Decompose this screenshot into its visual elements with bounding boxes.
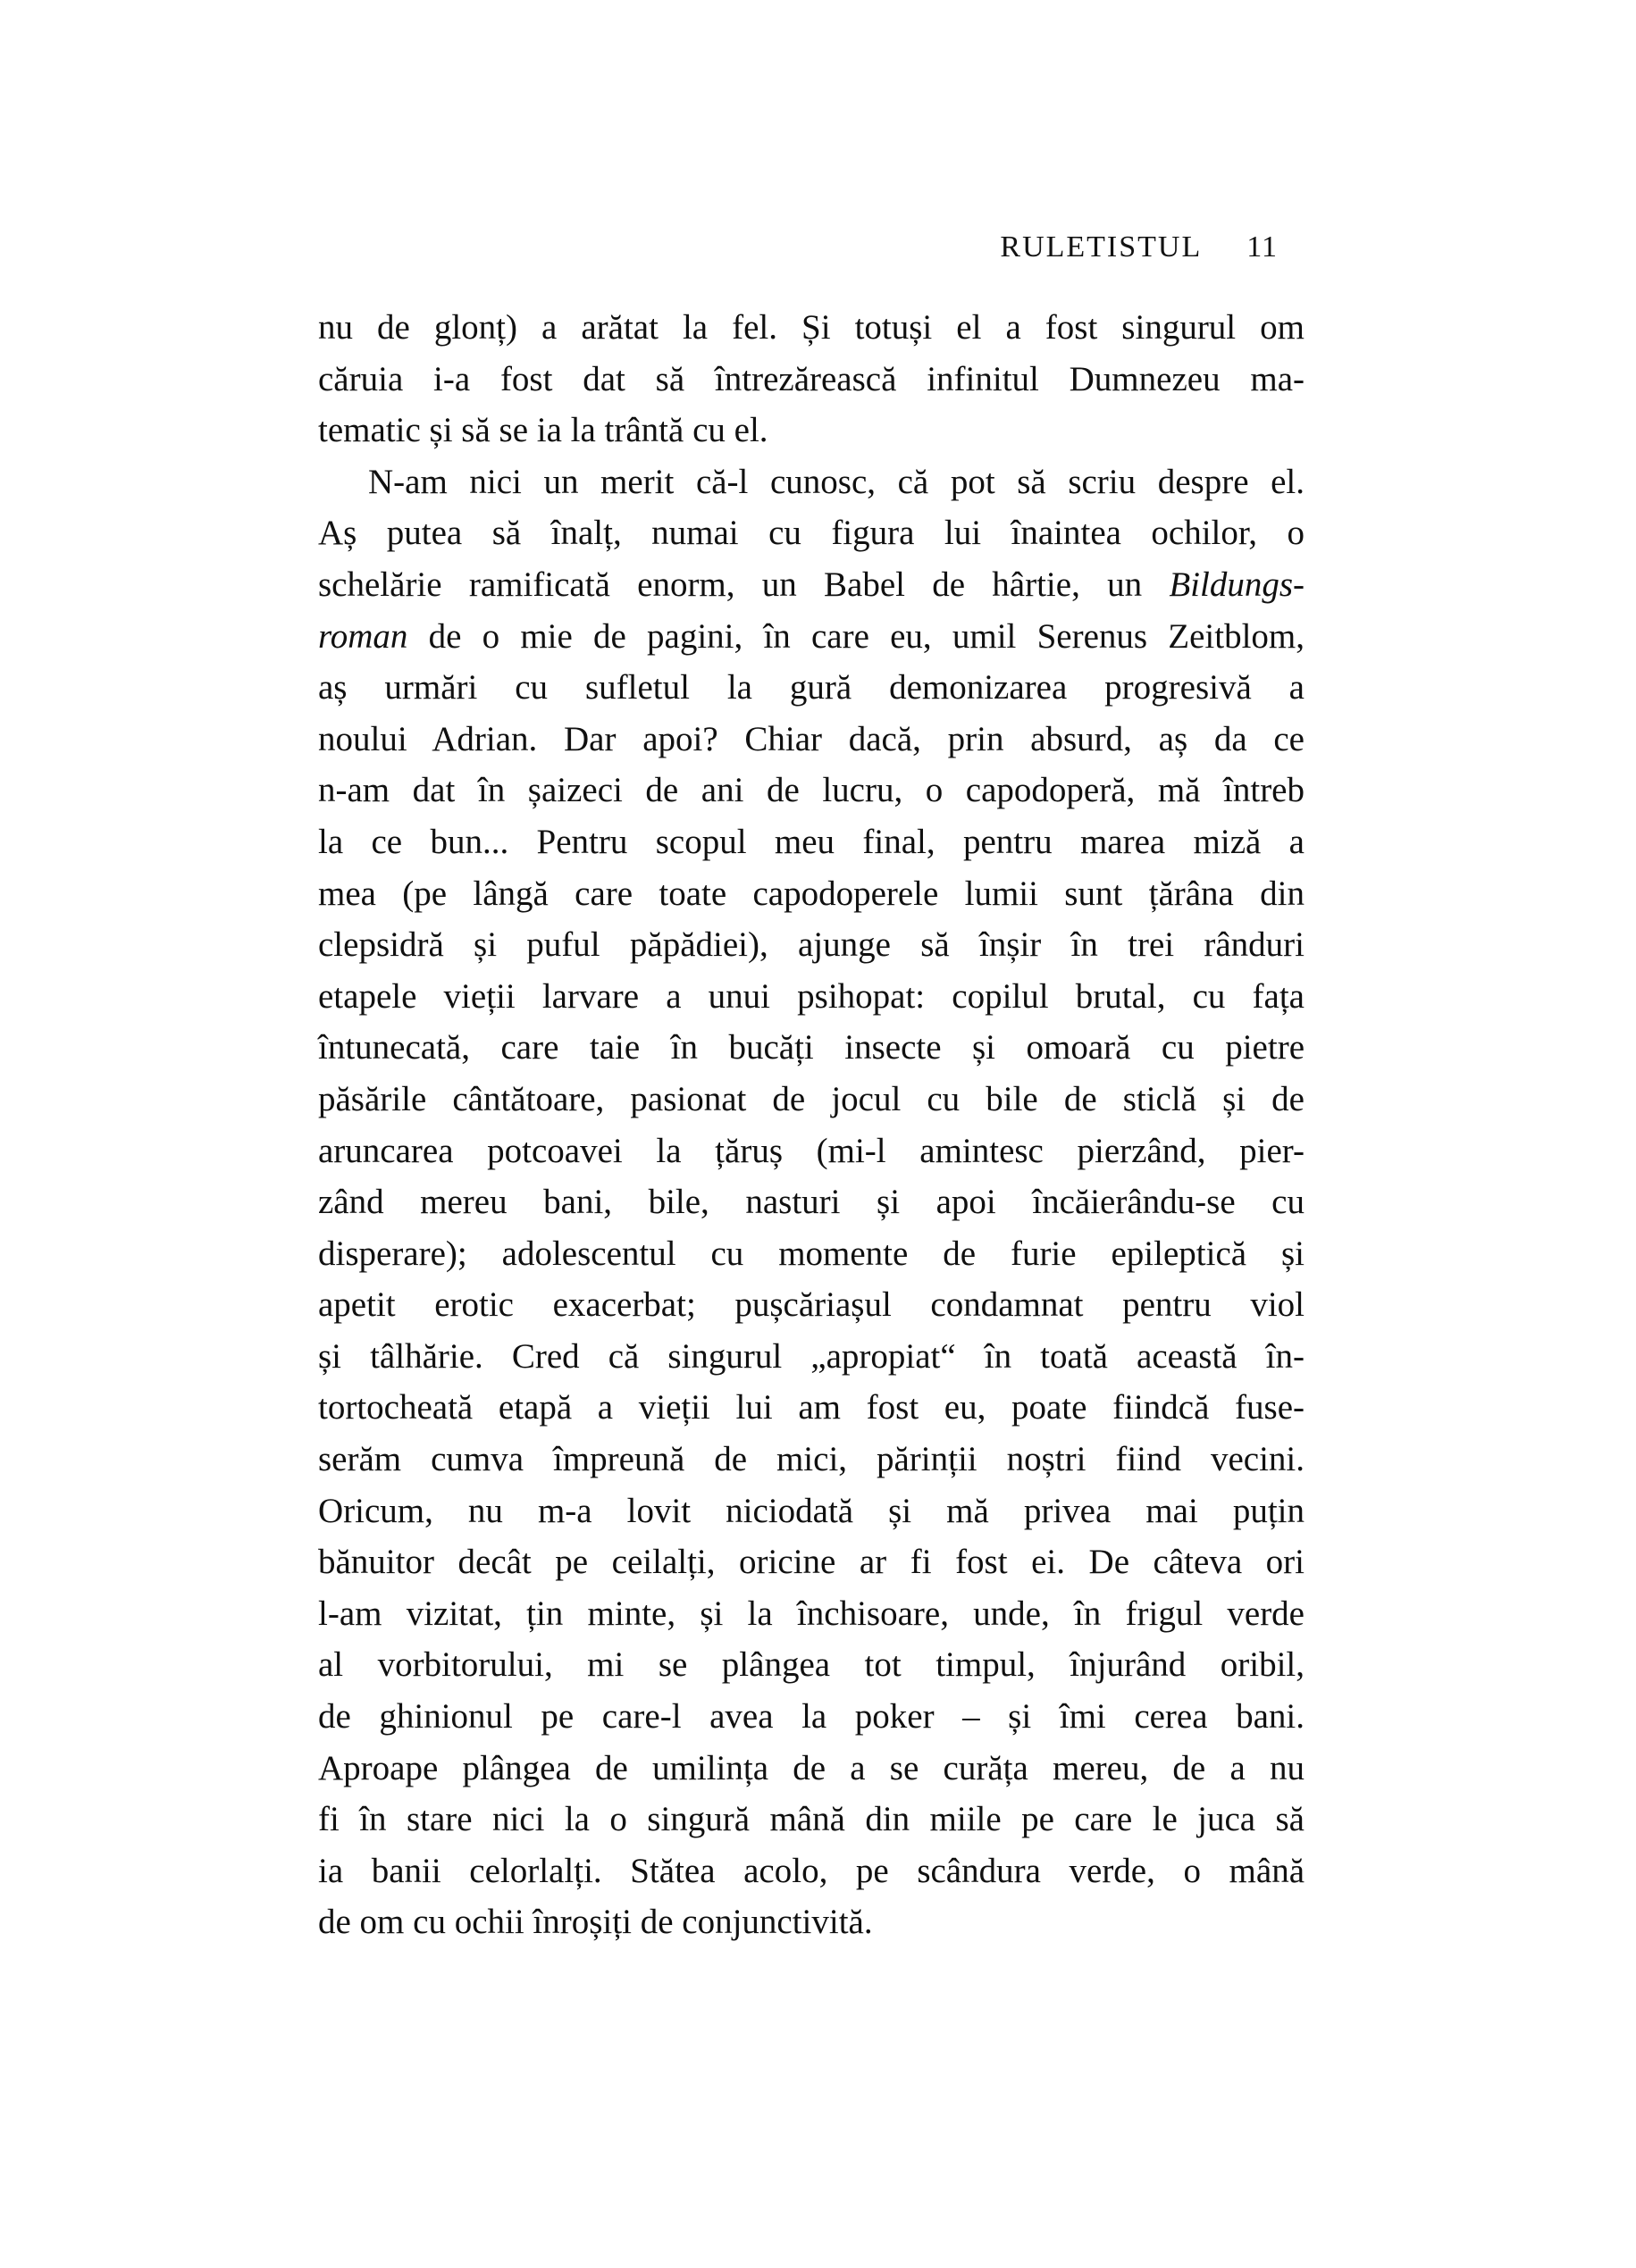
text-line: al vorbitorului, mi se plângea tot timpul, înjurând oribil,: [318, 1645, 1305, 1685]
text-line: l-am vizitat, țin minte, și la închisoare, unde, în frigul verde: [318, 1594, 1305, 1633]
text-line: Oricum, nu m-a lovit niciodată și mă privea mai puțin: [318, 1491, 1305, 1530]
text-line: ia banii celorlalți. Stătea acolo, pe scândura verde, o mână: [318, 1851, 1305, 1890]
text-line: mea (pe lângă care toate capodoperele lumii sunt țărâna din: [318, 874, 1305, 913]
text-line: întunecată, care taie în bucăți insecte și omoară cu pietre: [318, 1028, 1305, 1067]
text-line: fi în stare nici la o singură mână din miile pe care le juca să: [318, 1800, 1305, 1839]
text-line: n-am dat în șaizeci de ani de lucru, o capodoperă, mă întreb: [318, 771, 1305, 810]
text-line: zând mereu bani, bile, nasturi și apoi încăierându-se cu: [318, 1183, 1305, 1222]
text-line: clepsidră și puful păpădiei), ajunge să înșir în trei rânduri: [318, 925, 1305, 965]
text-line: serăm cumva împreună de mici, părinții noștri fiind vecini.: [318, 1440, 1305, 1479]
text-line: apetit erotic exacerbat; pușcăriașul condamnat pentru viol: [318, 1285, 1305, 1325]
text-line: și tâlhărie. Cred că singurul „apropiat“ în toată această în-: [318, 1336, 1305, 1376]
text-line: de om cu ochii înroșiți de conjunctivită.: [318, 1903, 873, 1942]
text-line: la ce bun... Pentru scopul meu final, pentru marea miză a: [318, 822, 1305, 861]
text-line: [318, 611, 1305, 663]
text-line: aruncarea potcoavei la țăruș (mi-l amintesc pierzând, pier-: [318, 1131, 1305, 1170]
text-line: tematic și să se ia la trântă cu el.: [318, 411, 768, 450]
text-line: aș urmări cu sufletul la gură demonizarea progresivă a: [318, 668, 1305, 707]
text-segment-italic: Bildungs-: [1169, 565, 1305, 604]
text-line: bănuitor decât pe ceilalți, oricine ar fi fost ei. De câteva ori: [318, 1543, 1305, 1582]
page-text: [318, 302, 1305, 1948]
text-segment: schelărie ramificată enorm, un Babel de hârtie, un: [318, 565, 1170, 604]
text-line: păsările cântătoare, pasionat de jocul cu bile de sticlă și de: [318, 1079, 1305, 1118]
text-line: N-am nici un merit că-l cunosc, că pot să scriu despre el.: [368, 462, 1305, 501]
text-line: etapele vieții larvare a unui psihopat: copilul brutal, cu fața: [318, 976, 1305, 1016]
page-number: 11: [1246, 230, 1278, 264]
running-head-title: RULETISTUL: [1000, 230, 1203, 264]
text-line: nu de glonț) a arătat la fel. Și totuși el a fost singurul om: [318, 308, 1305, 347]
text-line: [318, 559, 1305, 611]
text-segment: de o mie de pagini, în care eu, umil Serenus Zeitblom,: [407, 616, 1305, 656]
text-segment-italic: roman: [318, 616, 408, 656]
text-line: noului Adrian. Dar apoi? Chiar dacă, prin absurd, aș da ce: [318, 719, 1305, 758]
text-line: Aș putea să înalț, numai cu figura lui înaintea ochilor, o: [318, 514, 1305, 553]
text-line: Aproape plângea de umilința de a se curăța mereu, de a nu: [318, 1748, 1305, 1787]
text-line: căruia i-a fost dat să întrezărească infinitul Dumnezeu ma-: [318, 359, 1305, 398]
text-line: disperare); adolescentul cu momente de furie epileptică și: [318, 1234, 1305, 1273]
text-line: de ghinionul pe care-l avea la poker – și îmi cerea bani.: [318, 1697, 1305, 1737]
page-header: [318, 230, 1305, 264]
text-line: tortocheată etapă a vieții lui am fost eu, poate fiindcă fuse-: [318, 1388, 1305, 1427]
